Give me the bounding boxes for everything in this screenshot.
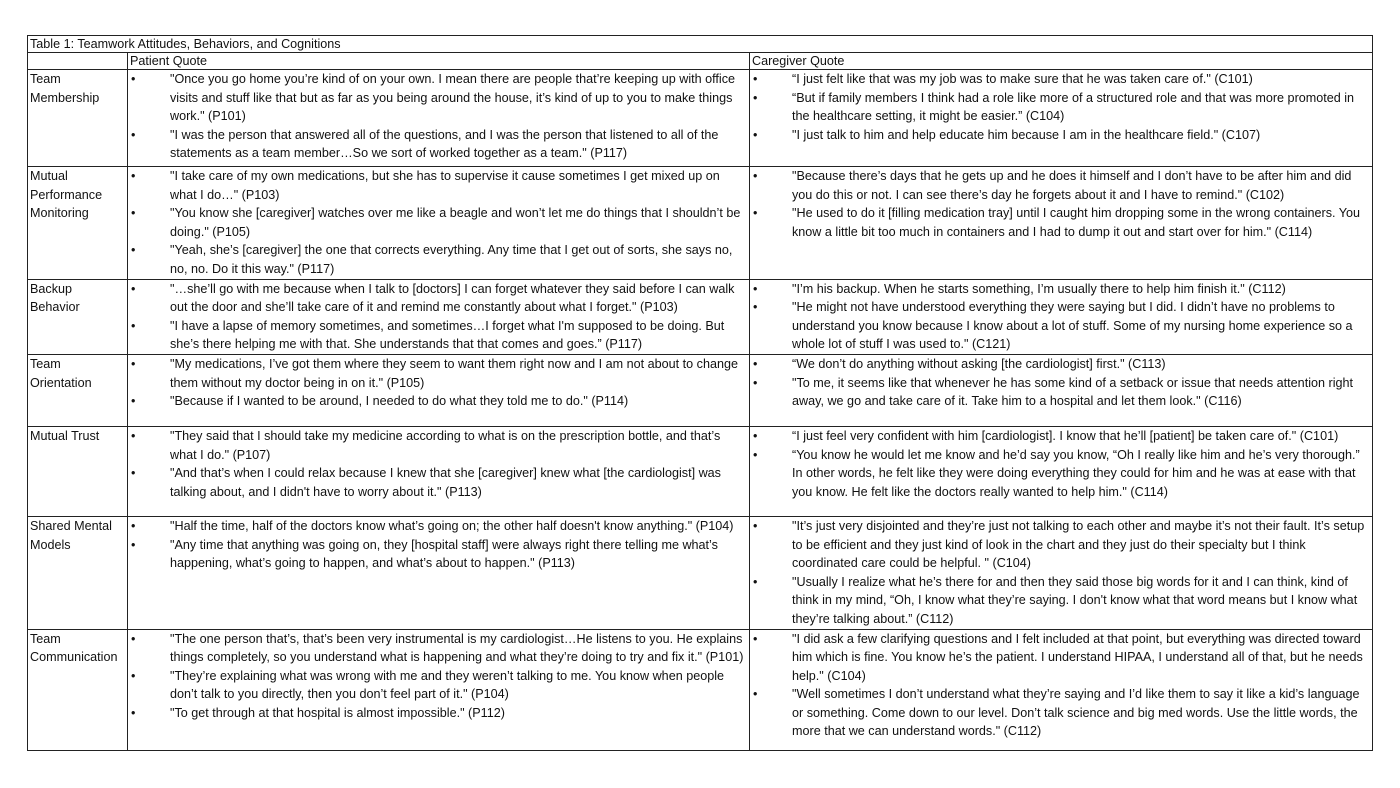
bullet-icon: • bbox=[131, 668, 136, 683]
list-item bbox=[130, 464, 747, 501]
caregiver-quote-text: "It’s just very disjointed and they’re just not talking to each other and maybe it’s not their fault. It’s setup to be efficient and they just kind of look in the chart and they just do their specialty but I think coordinated care could be helpful. " (C104) bbox=[792, 518, 1365, 571]
patient-quote-list bbox=[130, 517, 747, 573]
bullet-icon: • bbox=[131, 537, 136, 552]
list-item bbox=[130, 280, 747, 317]
list-item bbox=[752, 70, 1370, 89]
table-row bbox=[28, 279, 1373, 354]
bullet-icon: • bbox=[131, 243, 136, 258]
list-item bbox=[130, 126, 747, 163]
list-item bbox=[752, 374, 1370, 411]
patient-quote-text: "You know she [caregiver] watches over me like a beagle and won’t let me do things that I shouldn’t be doing." (P105) bbox=[170, 206, 741, 239]
caregiver-quote-text: “I just felt like that was my job was to make sure that he was taken care of." (C101) bbox=[792, 72, 1253, 86]
list-item bbox=[752, 573, 1370, 629]
list-item bbox=[130, 241, 747, 278]
bullet-icon: • bbox=[753, 687, 758, 702]
category-cell: Mutual Performance Monitoring bbox=[28, 167, 128, 280]
caregiver-quote-list bbox=[752, 355, 1370, 411]
patient-quote-cell bbox=[128, 279, 750, 354]
list-item bbox=[752, 126, 1370, 145]
patient-quote-cell bbox=[128, 354, 750, 426]
bullet-icon: • bbox=[753, 574, 758, 589]
category-cell: Mutual Trust bbox=[28, 426, 128, 516]
list-item bbox=[752, 204, 1370, 241]
patient-quote-cell bbox=[128, 70, 750, 167]
bullet-icon: • bbox=[131, 127, 136, 142]
patient-quote-text: "The one person that’s, that’s been very instrumental is my cardiologist…He listens to you. He explains things completely, so you understand what is happening and what they’re doing to try and fix it." (P101) bbox=[170, 631, 744, 665]
category-cell: Team Membership bbox=[28, 70, 128, 167]
header-category bbox=[28, 53, 128, 70]
bullet-icon: • bbox=[753, 127, 758, 142]
caregiver-quote-text: “You know he would let me know and he’d say you know, “Oh I really like him and he’s very thorough.” In other words, he felt like they were doing everything they could for him and he was at ease with that you know. He felt like the doctors really wanted to help him." (C114) bbox=[792, 447, 1360, 499]
patient-quote-text: "…she’ll go with me because when I talk to [doctors] I can forget whatever they said before I can walk out the door and she’ll take care of it and remind me constantly about what I forget." (P103) bbox=[170, 281, 735, 315]
header-patient-quote: Patient Quote bbox=[128, 53, 750, 70]
category-cell: Team Communication bbox=[28, 629, 128, 750]
bullet-icon: • bbox=[131, 318, 136, 333]
bullet-icon: • bbox=[131, 169, 136, 183]
bullet-icon: • bbox=[753, 375, 758, 390]
table-header-row bbox=[28, 53, 1373, 70]
caregiver-quote-text: "I’m his backup. When he starts something, I’m usually there to help him finish it." (C112) bbox=[792, 281, 1286, 296]
list-item bbox=[752, 280, 1370, 299]
bullet-icon: • bbox=[131, 72, 136, 86]
list-item bbox=[752, 298, 1370, 354]
caregiver-quote-list bbox=[752, 427, 1370, 501]
table-row bbox=[28, 426, 1373, 516]
caregiver-quote-cell bbox=[750, 70, 1373, 167]
caregiver-quote-cell bbox=[750, 516, 1373, 629]
patient-quote-text: "Any time that anything was going on, they [hospital staff] were always right there telling me what’s happening, what’s going to happen, and what’s about to happen." (P113) bbox=[170, 537, 718, 571]
list-item bbox=[130, 517, 747, 536]
bullet-icon: • bbox=[131, 356, 136, 371]
list-item bbox=[752, 167, 1370, 204]
table-row bbox=[28, 516, 1373, 629]
caregiver-quote-text: “I just feel very confident with him [cardiologist]. I know that he’ll [patient] be taken care of." (C101) bbox=[792, 428, 1339, 443]
bullet-icon: • bbox=[753, 72, 758, 86]
bullet-icon: • bbox=[753, 356, 758, 371]
bullet-icon: • bbox=[131, 281, 136, 296]
caregiver-quote-text: "To me, it seems like that whenever he has some kind of a setback or issue that needs attention right away, we go and take care of it. Take him to a hospital and let them look." (C116) bbox=[792, 375, 1353, 409]
bullet-icon: • bbox=[753, 631, 758, 646]
caregiver-quote-cell bbox=[750, 629, 1373, 750]
header-caregiver-quote: Caregiver Quote bbox=[750, 53, 1373, 70]
list-item bbox=[130, 630, 747, 667]
caregiver-quote-list bbox=[752, 630, 1370, 742]
bullet-icon: • bbox=[753, 90, 758, 105]
patient-quote-list bbox=[130, 280, 747, 354]
list-item bbox=[752, 517, 1370, 573]
list-item bbox=[752, 446, 1370, 502]
caregiver-quote-list bbox=[752, 280, 1370, 354]
bullet-icon: • bbox=[131, 206, 136, 221]
list-item bbox=[130, 355, 747, 392]
patient-quote-text: "I have a lapse of memory sometimes, and sometimes…I forget what I'm supposed to be doing. But she’s there helping me with that. She understands that that comes and goes.” (P117) bbox=[170, 318, 725, 352]
patient-quote-list bbox=[130, 427, 747, 501]
list-item bbox=[752, 89, 1370, 126]
caregiver-quote-text: "He might not have understood everything they were saying but I did. I didn’t have no problems to understand you know because I know about a lot of stuff. Some of my nursing home experience so a whole lot of stuff I was used to." (C121) bbox=[792, 300, 1353, 352]
table-row bbox=[28, 354, 1373, 426]
list-item bbox=[130, 70, 747, 126]
bullet-icon: • bbox=[753, 300, 758, 315]
caregiver-quote-list bbox=[752, 70, 1370, 144]
patient-quote-list bbox=[130, 355, 747, 411]
patient-quote-cell bbox=[128, 167, 750, 280]
bullet-icon: • bbox=[131, 705, 136, 720]
table-row bbox=[28, 629, 1373, 750]
caregiver-quote-cell bbox=[750, 426, 1373, 516]
bullet-icon: • bbox=[753, 206, 758, 221]
table-title-row bbox=[28, 36, 1373, 53]
category-cell: Team Orientation bbox=[28, 354, 128, 426]
bullet-icon: • bbox=[131, 631, 136, 646]
bullet-icon: • bbox=[131, 394, 136, 409]
patient-quote-text: "Because if I wanted to be around, I needed to do what they told me to do." (P114) bbox=[170, 394, 629, 409]
caregiver-quote-text: "Because there’s days that he gets up and he does it himself and I don’t have to be after him and did you do this or not. I can see there’s day he forgets about it and I have to remind." (C102) bbox=[792, 169, 1352, 202]
teamwork-table bbox=[27, 35, 1373, 751]
caregiver-quote-text: "I just talk to him and help educate him because I am in the healthcare field." (C107) bbox=[792, 127, 1261, 142]
category-cell: Backup Behavior bbox=[28, 279, 128, 354]
list-item bbox=[130, 392, 747, 411]
caregiver-quote-text: "He used to do it [filling medication tray] until I caught him dropping some in the wrong containers. You know a little bit too much in containers and I had to dump it out and start over for him." (C114) bbox=[792, 206, 1361, 239]
patient-quote-text: "My medications, I’ve got them where they seem to want them right now and I am not about to change them without my doctor being in on it." (P105) bbox=[170, 356, 738, 390]
bullet-icon: • bbox=[753, 518, 758, 533]
list-item bbox=[752, 685, 1370, 741]
patient-quote-list bbox=[130, 630, 747, 723]
patient-quote-text: "I take care of my own medications, but she has to supervise it cause sometimes I get mixed up on what I do…" (P103) bbox=[170, 169, 720, 202]
caregiver-quote-list bbox=[752, 167, 1370, 241]
patient-quote-list bbox=[130, 70, 747, 163]
list-item bbox=[752, 427, 1370, 446]
bullet-icon: • bbox=[131, 518, 136, 533]
caregiver-quote-text: “We don’t do anything without asking [the cardiologist] first." (C113) bbox=[792, 356, 1166, 371]
patient-quote-text: "And that’s when I could relax because I knew that she [caregiver] knew what [the cardiologist] was talking about, and I didn't have to worry about it." (P113) bbox=[170, 466, 721, 499]
table-row bbox=[28, 167, 1373, 280]
list-item bbox=[130, 667, 747, 704]
list-item bbox=[130, 167, 747, 204]
category-cell: Shared Mental Models bbox=[28, 516, 128, 629]
caregiver-quote-cell bbox=[750, 354, 1373, 426]
list-item bbox=[130, 204, 747, 241]
caregiver-quote-text: “But if family members I think had a role like more of a structured role and that was more promoted in the healthcare setting, it might be easier.” (C104) bbox=[792, 90, 1355, 124]
caregiver-quote-cell bbox=[750, 279, 1373, 354]
patient-quote-text: "Half the time, half of the doctors know what’s going on; the other half doesn't know anything." (P104) bbox=[170, 518, 734, 533]
bullet-icon: • bbox=[753, 447, 758, 462]
patient-quote-text: "They’re explaining what was wrong with me and they weren’t talking to me. You know when people don’t talk to you directly, then you don’t feel part of it." (P104) bbox=[170, 668, 725, 702]
patient-quote-cell bbox=[128, 516, 750, 629]
bullet-icon: • bbox=[753, 281, 758, 296]
list-item bbox=[130, 317, 747, 354]
patient-quote-cell bbox=[128, 426, 750, 516]
list-item bbox=[752, 630, 1370, 686]
bullet-icon: • bbox=[753, 428, 758, 443]
list-item bbox=[130, 704, 747, 723]
caregiver-quote-text: "Well sometimes I don’t understand what they’re saying and I’d like them to say it like a kid’s language or something. Come down to our level. Don’t talk science and big med words. Use the little words, the more that we can understand words." (C112) bbox=[792, 687, 1360, 739]
patient-quote-text: "They said that I should take my medicine according to what is on the prescription bottle, and that’s what I do." (P107) bbox=[170, 428, 721, 462]
caregiver-quote-cell bbox=[750, 167, 1373, 280]
patient-quote-list bbox=[130, 167, 747, 279]
caregiver-quote-text: "Usually I realize what he’s there for and then they said those big words for it and I can think, kind of think in my mind, “Oh, I know what they’re saying. I don't know what that word means but I know what they’re talking about.” (C112) bbox=[792, 574, 1358, 626]
patient-quote-cell bbox=[128, 629, 750, 750]
bullet-icon: • bbox=[131, 466, 136, 481]
patient-quote-text: "I was the person that answered all of the questions, and I was the person that listened to all of the statements as a team member…So we sort of worked together as a team." (P117) bbox=[170, 127, 719, 161]
list-item bbox=[130, 536, 747, 573]
caregiver-quote-list bbox=[752, 517, 1370, 629]
table-title: Table 1: Teamwork Attitudes, Behaviors, and Cognitions bbox=[28, 36, 1373, 53]
list-item bbox=[752, 355, 1370, 374]
table-row bbox=[28, 70, 1373, 167]
list-item bbox=[130, 427, 747, 464]
bullet-icon: • bbox=[131, 428, 136, 443]
patient-quote-text: "Yeah, she’s [caregiver] the one that corrects everything. Any time that I get out of sorts, she says no, no, no. Do it this way." (P117) bbox=[170, 243, 733, 276]
patient-quote-text: "Once you go home you’re kind of on your own. I mean there are people that’re keeping up with office visits and stuff like that but as far as you being around the house, it’s kind of up to you to make things work." (P101) bbox=[170, 72, 736, 124]
patient-quote-text: "To get through at that hospital is almost impossible." (P112) bbox=[170, 705, 505, 720]
bullet-icon: • bbox=[753, 169, 758, 183]
caregiver-quote-text: "I did ask a few clarifying questions and I felt included at that point, but everything was directed toward him which is fine. You know he’s the patient. I understand HIPAA, I understand all of that, but he needs help." (C104) bbox=[792, 631, 1363, 683]
